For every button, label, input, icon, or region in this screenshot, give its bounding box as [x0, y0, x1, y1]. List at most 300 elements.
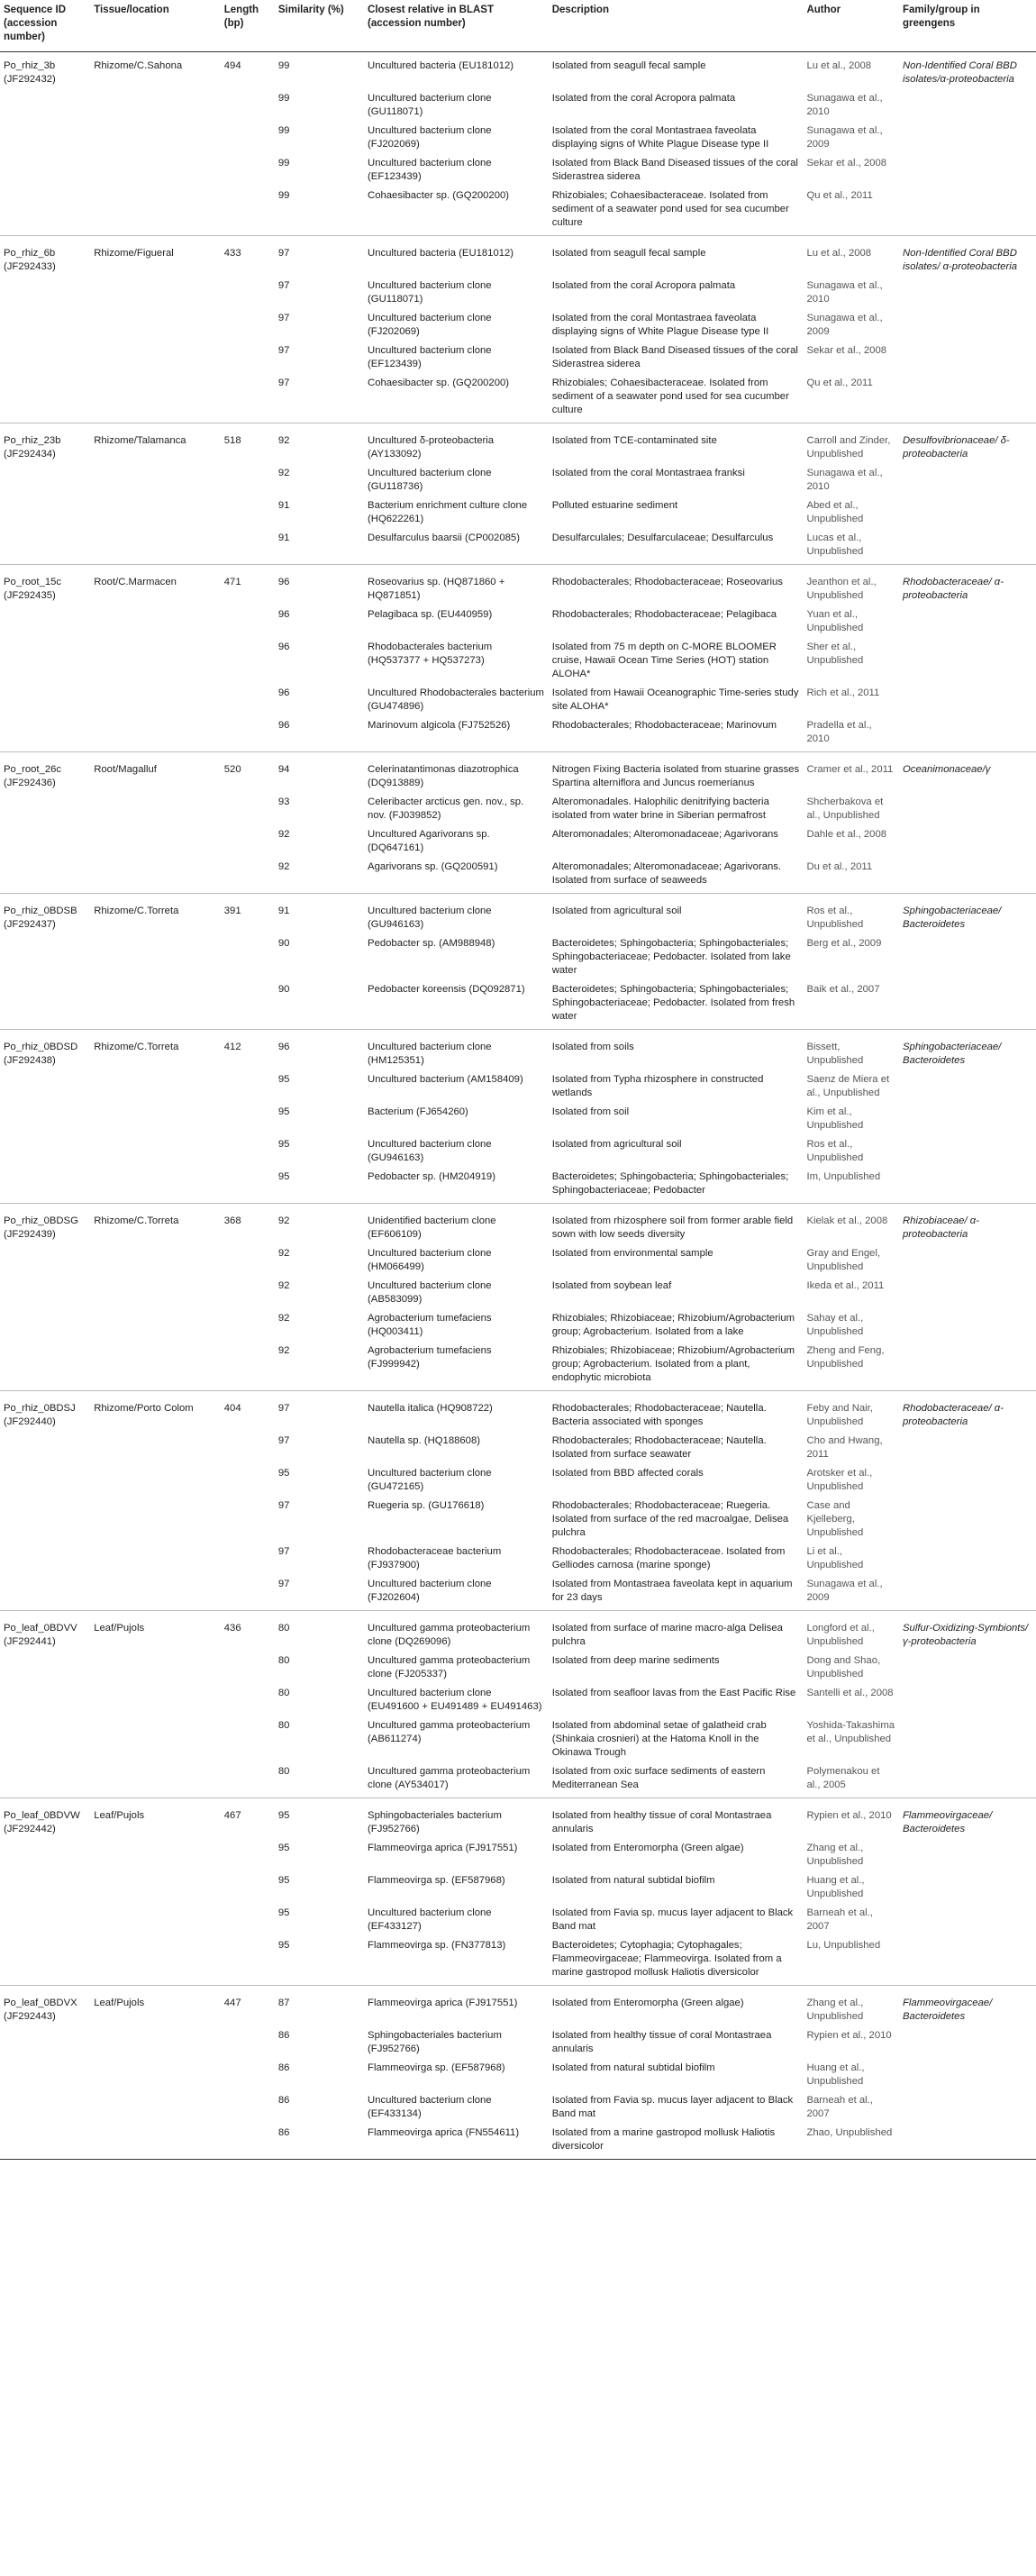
family-group-cell: Non-Identified Coral BBD isolates/α-proteobacteria [903, 60, 1017, 85]
closest-relative-cell: Uncultured bacterium clone (GU472165) [368, 1468, 492, 1492]
author-cell: Kielak et al., 2008 [803, 1204, 899, 1248]
description-cell: Isolated from healthy tissue of coral Montastraea annularis [551, 2030, 772, 2054]
closest-relative-cell: Flammeovirga aprica (FN554611) [364, 2126, 549, 2160]
length-cell: 518 [221, 423, 275, 468]
similarity-cell: 90 [277, 938, 290, 949]
header-family-group: Family/group in greengens [899, 4, 1036, 52]
table-row [0, 1344, 1036, 1391]
similarity-cell: 99 [277, 190, 290, 201]
family-group-cell [899, 1578, 1036, 1611]
family-group-cell [899, 1247, 1036, 1279]
length-cell [221, 1687, 275, 1719]
similarity-cell: 95 [277, 1106, 290, 1117]
similarity-cell: 97 [275, 236, 364, 280]
similarity-cell: 94 [275, 752, 364, 796]
sequence-id-cell: Po_rhiz_0BDSJ (JF292440) [0, 1391, 90, 1435]
tissue-location-cell: Rhizome/Talamanca [90, 423, 221, 468]
closest-relative-cell: Pelagibaca sp. (EU440959) [368, 609, 493, 620]
table-row [0, 189, 1036, 236]
similarity-cell: 99 [277, 60, 290, 71]
family-group-cell [899, 1170, 1036, 1204]
family-group-cell [899, 467, 1036, 499]
length-cell [221, 1467, 275, 1499]
author-cell: Zhao, Unpublished [803, 2126, 899, 2160]
table-row [0, 752, 1036, 796]
tissue-location-cell [90, 189, 221, 236]
author-cell: Dahle et al., 2008 [806, 829, 887, 840]
table-row [0, 1312, 1036, 1344]
closest-relative-cell: Uncultured gamma proteobacterium (AB611274) [368, 1720, 531, 1744]
closest-relative-cell: Uncultured bacterium clone (EF433127) [368, 1907, 492, 1932]
sequence-id-cell [0, 499, 90, 532]
author-cell: Ros et al., Unpublished [803, 894, 899, 938]
description-cell: Isolated from 75 m depth on C-MORE BLOOMER cruise, Hawaii Ocean Time Series (HOT) station ALOHA* [551, 642, 777, 679]
description-cell: Bacteroidetes; Sphingobacteria; Sphingobacteriales; Sphingobacteriaceae; Pedobacter [551, 1171, 789, 1196]
table-header [0, 4, 1036, 52]
length-cell: 467 [221, 1798, 275, 1843]
sequence-id-cell [0, 1842, 90, 1874]
similarity-cell: 91 [277, 500, 290, 511]
description-cell: Polluted estuarine sediment [551, 500, 678, 511]
length-cell [221, 279, 275, 312]
author-cell: Sher et al., Unpublished [806, 642, 864, 666]
family-group-cell [899, 1499, 1036, 1545]
length-cell [221, 467, 275, 499]
author-cell: Arotsker et al., Unpublished [806, 1468, 873, 1492]
author-cell: Zheng and Feng, Unpublished [806, 1345, 885, 1370]
family-group-cell [899, 719, 1036, 752]
closest-relative-cell: Agrobacterium tumefaciens (FJ999942) [368, 1345, 492, 1370]
author-cell: Sekar et al., 2008 [806, 345, 887, 356]
similarity-cell: 92 [277, 829, 290, 840]
closest-relative-cell: Uncultured bacterium clone (GU118071) [368, 93, 492, 117]
tissue-location-cell [90, 1578, 221, 1611]
description-cell: Rhizobiales; Cohaesibacteraceae. Isolated from sediment of a seawater pond used for sea cucumber culture [551, 190, 789, 228]
family-group-cell: Rhodobacteraceae/ α-proteobacteria [899, 1391, 1036, 1435]
sequence-id-cell [0, 1545, 90, 1578]
length-cell: 412 [221, 1030, 275, 1074]
closest-relative-cell: Flammeovirga aprica (FJ917551) [368, 1843, 518, 1853]
similarity-cell: 95 [277, 1139, 290, 1150]
length-cell: 471 [221, 565, 275, 609]
length-cell: 404 [221, 1391, 275, 1435]
table-row [0, 1434, 1036, 1467]
closest-relative-cell: Uncultured bacterium clone (GU118071) [368, 280, 492, 305]
table-row [0, 124, 1036, 157]
length-cell: 494 [223, 60, 241, 71]
family-group-cell [899, 1719, 1036, 1765]
closest-relative-cell: Uncultured bacterium clone (EF433134) [368, 2095, 492, 2119]
sequence-id-cell [0, 1247, 90, 1279]
author-cell: Sunagawa et al., 2009 [806, 125, 883, 150]
sequence-id-cell [0, 828, 90, 860]
author-cell: Barneah et al., 2007 [806, 2095, 873, 2119]
author-cell: Dong and Shao, Unpublished [806, 1655, 881, 1679]
table-row [0, 423, 1036, 468]
description-cell: Bacteroidetes; Sphingobacteria; Sphingobacteriales; Sphingobacteriaceae; Pedobacter. Isolated from lake water [551, 938, 791, 976]
closest-relative-cell: Flammeovirga sp. (FN377813) [368, 1940, 506, 1951]
table-row [0, 312, 1036, 344]
similarity-cell: 80 [277, 1766, 290, 1777]
closest-relative-cell: Uncultured bacterium clone (HM066499) [368, 1248, 492, 1272]
family-group-cell [899, 687, 1036, 719]
table-row [0, 532, 1036, 565]
sequence-id-cell [0, 687, 90, 719]
similarity-cell: 97 [277, 280, 290, 291]
closest-relative-cell: Uncultured bacteria (EU181012) [368, 60, 514, 71]
tissue-location-cell [90, 124, 221, 157]
family-group-cell: Non-Identified Coral BBD isolates/ α-proteobacteria [899, 236, 1036, 280]
author-cell: Bissett, Unpublished [803, 1030, 899, 1074]
family-group-cell [899, 377, 1036, 423]
table-row [0, 1798, 1036, 1843]
description-cell: Rhizobiales; Rhizobiaceae; Rhizobium/Agrobacterium group; Agrobacterium. Isolated from a plant, endophytic microbiota [551, 1345, 795, 1383]
description-cell: Isolated from the coral Montastraea franksi [551, 468, 745, 478]
author-cell: Feby and Nair, Unpublished [803, 1391, 899, 1435]
table-row [0, 1986, 1036, 2030]
description-cell: Isolated from oxic surface sediments of eastern Mediterranean Sea [551, 1766, 766, 1790]
family-group-cell [899, 1842, 1036, 1874]
family-group-cell [899, 1467, 1036, 1499]
length-cell [221, 499, 275, 532]
author-cell: Sunagawa et al., 2010 [806, 468, 883, 492]
author-cell: Yoshida-Takashima et al., Unpublished [806, 1720, 895, 1744]
description-cell: Rhizobiales; Cohaesibacteraceae. Isolated from sediment of a seawater pond used for sea cucumber culture [551, 378, 789, 415]
sequence-id-cell [0, 157, 90, 189]
sequence-id-cell: Po_root_26c (JF292436) [0, 752, 90, 796]
closest-relative-cell: Pedobacter sp. (AM988948) [368, 938, 495, 949]
similarity-cell: 96 [275, 1030, 364, 1074]
tissue-location-cell [90, 937, 221, 983]
closest-relative-cell: Agarivorans sp. (GQ200591) [368, 861, 498, 872]
tissue-location-cell [90, 796, 221, 828]
similarity-cell: 96 [275, 565, 364, 609]
description-cell: Isolated from Black Band Diseased tissues of the coral Siderastrea siderea [551, 158, 798, 182]
description-cell: Isolated from the coral Montastraea faveolata displaying signs of White Plague Disease type II [551, 313, 769, 337]
description-cell: Isolated from a marine gastropod mollusk Haliotis diversicolor [549, 2126, 804, 2160]
closest-relative-cell: Uncultured Rhodobacterales bacterium (GU474896) [368, 687, 544, 712]
description-cell: Isolated from TCE-contaminated site [549, 423, 804, 468]
table-row [0, 1204, 1036, 1248]
description-cell: Alteromonadales; Alteromonadaceae; Agarivorans [551, 829, 778, 840]
author-cell: Kim et al., Unpublished [806, 1106, 864, 1131]
description-cell: Isolated from seafloor lavas from the East Pacific Rise [551, 1688, 796, 1698]
table-row [0, 344, 1036, 377]
family-group-cell [899, 860, 1036, 894]
sequence-id-cell: Po_rhiz_0BDSD (JF292438) [0, 1030, 90, 1074]
table-row [0, 1106, 1036, 1138]
sequence-id-cell [0, 2062, 90, 2094]
closest-relative-cell: Bacterium (FJ654260) [368, 1106, 468, 1117]
tissue-location-cell [90, 1874, 221, 1907]
closest-relative-cell: Uncultured Agarivorans sp. (DQ647161) [368, 829, 490, 853]
closest-relative-cell: Uncultured bacterium clone (EU491600 + EU491489 + EU491463) [368, 1688, 542, 1712]
author-cell: Longford et al., Unpublished [803, 1611, 899, 1655]
similarity-cell: 95 [277, 1468, 290, 1479]
family-group-cell [899, 279, 1036, 312]
sequence-id-cell [0, 1073, 90, 1106]
table-row [0, 2062, 1036, 2094]
length-cell [221, 377, 275, 423]
sequence-id-cell [0, 344, 90, 377]
header-description: Description [549, 4, 804, 52]
table-row [0, 1499, 1036, 1545]
similarity-cell: 97 [277, 1579, 290, 1589]
length-cell [221, 1073, 275, 1106]
tissue-location-cell [90, 312, 221, 344]
family-group-cell [899, 2094, 1036, 2126]
sequence-id-cell [0, 2094, 90, 2126]
tissue-location-cell [90, 1765, 221, 1798]
sequence-id-cell [0, 1467, 90, 1499]
length-cell [221, 1578, 275, 1611]
similarity-cell: 93 [277, 796, 290, 807]
table-row [0, 1842, 1036, 1874]
closest-relative-cell: Unidentified bacterium clone (EF606109) [364, 1204, 549, 1248]
family-group-cell [899, 157, 1036, 189]
table-row [0, 937, 1036, 983]
description-cell: Isolated from natural subtidal biofilm [551, 2062, 715, 2073]
sequence-id-cell [0, 1687, 90, 1719]
similarity-cell: 86 [277, 2062, 290, 2073]
author-cell: Carroll and Zinder, Unpublished [803, 423, 899, 468]
family-group-cell [899, 2029, 1036, 2062]
description-cell: Isolated from the coral Acropora palmata [551, 280, 736, 291]
length-cell [221, 1654, 275, 1687]
author-cell: Yuan et al., Unpublished [806, 609, 864, 633]
length-cell [221, 983, 275, 1030]
header-author: Author [803, 4, 899, 52]
sequence-id-cell [0, 2029, 90, 2062]
tissue-location-cell [90, 828, 221, 860]
table-row [0, 1138, 1036, 1170]
sequence-id-cell [0, 1719, 90, 1765]
tissue-location-cell [90, 608, 221, 641]
similarity-cell: 97 [277, 378, 290, 388]
similarity-cell: 99 [277, 93, 290, 104]
similarity-cell: 96 [277, 642, 290, 652]
description-cell: Isolated from natural subtidal biofilm [551, 1875, 715, 1886]
family-group-cell [899, 1312, 1036, 1344]
table-row [0, 1391, 1036, 1435]
family-group-cell: Sulfur-Oxidizing-Symbionts/ γ-proteobacteria [899, 1611, 1036, 1655]
closest-relative-cell: Agrobacterium tumefaciens (HQ003411) [368, 1313, 492, 1337]
closest-relative-cell: Rhodobacterales bacterium (HQ537377 + HQ537273) [368, 642, 493, 666]
tissue-location-cell [90, 1654, 221, 1687]
description-cell: Isolated from Favia sp. mucus layer adjacent to Black Band mat [551, 2095, 794, 2119]
closest-relative-cell: Ruegeria sp. (GU176618) [368, 1500, 485, 1511]
closest-relative-cell: Uncultured bacterium clone (EF123439) [368, 158, 492, 182]
family-group-cell [899, 641, 1036, 687]
sequence-id-cell [0, 312, 90, 344]
tissue-location-cell [90, 2062, 221, 2094]
author-cell: Qu et al., 2011 [806, 190, 873, 201]
family-group-cell [899, 1765, 1036, 1798]
similarity-cell: 80 [277, 1688, 290, 1698]
similarity-cell: 96 [277, 720, 290, 731]
sequence-id-cell [0, 2126, 90, 2160]
length-cell [221, 1765, 275, 1798]
closest-relative-cell: Nautella italica (HQ908722) [364, 1391, 549, 1435]
tissue-location-cell [90, 92, 221, 124]
author-cell: Cramer et al., 2011 [803, 752, 899, 796]
sequence-id-cell [0, 1765, 90, 1798]
description-cell: Rhodobacterales; Rhodobacteraceae; Roseovarius [549, 565, 804, 609]
similarity-cell: 92 [277, 1313, 290, 1324]
tissue-location-cell [90, 1170, 221, 1204]
table-row [0, 1687, 1036, 1719]
family-group-cell [899, 1939, 1036, 1986]
closest-relative-cell: Uncultured bacterium clone (GU946163) [368, 1139, 492, 1163]
similarity-cell: 99 [277, 158, 290, 168]
table-row [0, 236, 1036, 280]
tissue-location-cell: Leaf/Pujols [90, 1986, 221, 2030]
author-cell: Im, Unpublished [806, 1171, 881, 1182]
closest-relative-cell: Uncultured bacterium clone (HM125351) [364, 1030, 549, 1074]
family-group-cell [899, 312, 1036, 344]
header-tissue-location: Tissue/location [90, 4, 221, 52]
family-group-cell [899, 1073, 1036, 1106]
tissue-location-cell: Root/C.Marmacen [90, 565, 221, 609]
description-cell: Isolated from abdominal setae of galatheid crab (Shinkaia crosnieri) at the Hatoma Knoll in the Okinawa Trough [551, 1720, 767, 1758]
similarity-cell: 92 [277, 861, 290, 872]
sequence-id-cell [0, 796, 90, 828]
similarity-cell: 80 [277, 1720, 290, 1731]
author-cell: Jeanthon et al., Unpublished [803, 565, 899, 609]
closest-relative-cell: Marinovum algicola (FJ752526) [368, 720, 511, 731]
similarity-cell: 97 [277, 1435, 290, 1446]
closest-relative-cell: Uncultured bacterium clone (GU946163) [364, 894, 549, 938]
table-row [0, 1030, 1036, 1074]
tissue-location-cell [90, 1842, 221, 1874]
tissue-location-cell: Leaf/Pujols [90, 1798, 221, 1843]
family-group-cell [899, 937, 1036, 983]
author-cell: Santelli et al., 2008 [806, 1688, 894, 1698]
table-body [0, 52, 1036, 2160]
author-cell: Sunagawa et al., 2009 [806, 1579, 883, 1603]
author-cell: Case and Kjelleberg, Unpublished [806, 1500, 864, 1538]
table-row [0, 608, 1036, 641]
sequence-id-cell [0, 1170, 90, 1204]
tissue-location-cell [90, 687, 221, 719]
author-cell: Pradella et al., 2010 [806, 720, 872, 744]
tissue-location-cell [90, 157, 221, 189]
family-group-cell [899, 1344, 1036, 1391]
tissue-location-cell: Rhizome/Porto Colom [90, 1391, 221, 1435]
table-row [0, 499, 1036, 532]
sequence-id-cell [0, 937, 90, 983]
similarity-cell: 97 [275, 1391, 364, 1435]
description-cell: Nitrogen Fixing Bacteria isolated from stuarine grasses Spartina alterniflora and Juncus roemerianus [549, 752, 804, 796]
family-group-cell [899, 1138, 1036, 1170]
similarity-cell: 95 [277, 1907, 290, 1918]
author-cell: Ikeda et al., 2011 [806, 1280, 885, 1291]
tissue-location-cell [90, 532, 221, 565]
sequence-id-cell [0, 279, 90, 312]
sequence-id-cell [0, 1874, 90, 1907]
length-cell [221, 1499, 275, 1545]
description-cell: Rhodobacterales; Rhodobacteraceae; Nautella. Isolated from surface seawater [551, 1435, 767, 1460]
description-cell: Isolated from Typha rhizosphere in constructed wetlands [551, 1074, 764, 1098]
table-row [0, 1907, 1036, 1939]
closest-relative-cell: Uncultured bacterium clone (FJ202069) [368, 313, 492, 337]
closest-relative-cell: Desulfarculus baarsii (CP002085) [368, 532, 520, 543]
family-group-cell [899, 796, 1036, 828]
length-cell [221, 608, 275, 641]
table-row [0, 1545, 1036, 1578]
table-row [0, 279, 1036, 312]
author-cell: Cho and Hwang, 2011 [806, 1435, 883, 1460]
family-group-cell [899, 92, 1036, 124]
author-cell: Qu et al., 2011 [806, 378, 873, 388]
family-group-cell [899, 1654, 1036, 1687]
tissue-location-cell [90, 1138, 221, 1170]
family-group-cell [899, 499, 1036, 532]
table-row [0, 1611, 1036, 1655]
length-cell: 436 [221, 1611, 275, 1655]
closest-relative-cell: Sphingobacteriales bacterium (FJ952766) [368, 2030, 502, 2054]
length-cell [221, 189, 275, 236]
sequence-id-cell [0, 189, 90, 236]
sequence-id-cell [0, 377, 90, 423]
similarity-cell: 92 [277, 1248, 290, 1259]
closest-relative-cell: Nautella sp. (HQ188608) [368, 1435, 481, 1446]
similarity-cell: 92 [277, 1280, 290, 1291]
closest-relative-cell: Uncultured bacterium clone (FJ202069) [368, 125, 492, 150]
tissue-location-cell [90, 1106, 221, 1138]
length-cell [221, 1247, 275, 1279]
table-row [0, 860, 1036, 894]
closest-relative-cell: Uncultured bacterium (AM158409) [368, 1074, 523, 1085]
length-cell: 433 [221, 236, 275, 280]
sequence-id-cell: Po_leaf_0BDVV (JF292441) [0, 1611, 90, 1655]
description-cell: Rhizobiales; Rhizobiaceae; Rhizobium/Agrobacterium group; Agrobacterium. Isolated from a lake [551, 1313, 795, 1337]
description-cell: Isolated from Enteromorpha (Green algae) [549, 1986, 804, 2030]
description-cell: Bacteroidetes; Sphingobacteria; Sphingobacteriales; Sphingobacteriaceae; Pedobacter. Isolated from fresh water [551, 984, 795, 1022]
closest-relative-cell: Uncultured gamma proteobacterium clone (DQ269096) [364, 1611, 549, 1655]
family-group-cell [899, 1434, 1036, 1467]
blast-results-table [0, 4, 1036, 2160]
description-cell: Isolated from Montastraea faveolata kept in aquarium for 23 days [551, 1579, 793, 1603]
description-cell: Rhodobacterales; Rhodobacteraceae; Marinovum [551, 720, 777, 731]
header-closest-relative: Closest relative in BLAST (accession number) [364, 4, 549, 52]
author-cell: Rypien et al., 2010 [806, 2030, 892, 2041]
tissue-location-cell [90, 467, 221, 499]
family-group-cell [899, 124, 1036, 157]
description-cell: Isolated from BBD affected corals [551, 1468, 704, 1479]
family-group-cell [899, 1545, 1036, 1578]
table-row [0, 377, 1036, 423]
tissue-location-cell [90, 1939, 221, 1986]
tissue-location-cell [90, 1434, 221, 1467]
sequence-id-cell: Po_rhiz_0BDSB (JF292437) [0, 894, 90, 938]
length-cell [221, 828, 275, 860]
author-cell: Sunagawa et al., 2010 [806, 280, 883, 305]
family-group-cell [899, 532, 1036, 565]
closest-relative-cell: Uncultured bacterium clone (EF123439) [368, 345, 492, 369]
family-group-cell: Oceanimonaceae/γ [899, 752, 1036, 796]
table-row [0, 1279, 1036, 1312]
author-cell: Sekar et al., 2008 [806, 158, 887, 168]
header-similarity: Similarity (%) [275, 4, 364, 52]
similarity-cell: 92 [275, 423, 364, 468]
author-cell: Huang et al., Unpublished [806, 2062, 865, 2087]
tissue-location-cell [90, 2126, 221, 2160]
tissue-location-cell [90, 2094, 221, 2126]
sequence-id-cell [0, 608, 90, 641]
author-cell: Li et al., Unpublished [806, 1546, 864, 1570]
table-row [0, 1170, 1036, 1204]
